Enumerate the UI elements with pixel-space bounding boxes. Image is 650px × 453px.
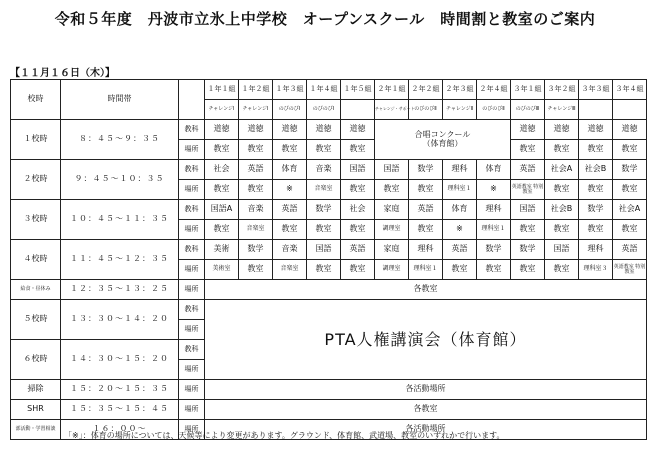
- subject-cell: 社会: [341, 200, 375, 220]
- place-cell: 音楽室: [307, 180, 341, 200]
- class-header: ３年１組: [511, 80, 545, 100]
- period-header: 校時: [11, 80, 61, 120]
- place-cell: 調理室: [375, 220, 409, 240]
- place-cell: 教室: [579, 180, 613, 200]
- place-label: 場所: [179, 320, 205, 340]
- place-cell: 教室: [205, 180, 239, 200]
- period-time: １１：４５～１２：３５: [61, 240, 179, 280]
- period-name: 部活動・学習相談: [11, 420, 61, 440]
- period-time: １５：３５～１５：４５: [61, 400, 179, 420]
- cleaning-row: [11, 380, 647, 400]
- class-header: ３年３組: [579, 80, 613, 100]
- subject-cell: 社会A: [545, 160, 579, 180]
- page-title: 令和５年度 丹波市立氷上中学校 オープンスクール 時間割と教室のご案内: [54, 10, 596, 28]
- period-time: ９：４５～１０：３５: [61, 160, 179, 200]
- subject-cell: 道徳: [205, 120, 239, 140]
- subject-cell: 数学: [613, 160, 647, 180]
- period-name: ６校時: [11, 340, 61, 380]
- subject-cell: 社会B: [579, 160, 613, 180]
- place-cell: 教室: [545, 140, 579, 160]
- class-header: １年２組: [239, 80, 273, 100]
- place-cell: 教室: [511, 220, 545, 240]
- pta-lecture-event: PTA人権講演会（体育館）: [205, 300, 647, 380]
- subject-cell: 道徳: [545, 120, 579, 140]
- place-label: 場所: [179, 140, 205, 160]
- subject-cell: 道徳: [511, 120, 545, 140]
- class-subtitle: チャレンジⅡ: [443, 100, 477, 120]
- subject-cell: 美術: [205, 240, 239, 260]
- place-cell: 音楽室: [239, 220, 273, 240]
- subject-cell: 理科: [443, 160, 477, 180]
- place-cell: 教室: [545, 260, 579, 280]
- place-cell: 教室: [239, 260, 273, 280]
- place-label: 場所: [179, 260, 205, 280]
- class-header: ２年４組: [477, 80, 511, 100]
- subject-cell: 数学: [409, 160, 443, 180]
- place-cell: 教室: [579, 140, 613, 160]
- place-cell: 教室: [273, 140, 307, 160]
- subject-cell: 国語: [511, 200, 545, 220]
- subject-cell: 国語A: [205, 200, 239, 220]
- date-label: 【１１月１６日（木）】: [10, 68, 115, 79]
- subject-cell: 体育: [443, 200, 477, 220]
- period-name: 掃除: [11, 380, 61, 400]
- subject-cell: 家庭: [375, 200, 409, 220]
- event-place: （体育館）: [422, 138, 463, 148]
- subject-cell: 社会B: [545, 200, 579, 220]
- place-cell: 教室: [511, 140, 545, 160]
- period-2-subject-row: [11, 160, 647, 180]
- place-cell: 教室: [205, 140, 239, 160]
- place-cell: 教室: [613, 140, 647, 160]
- class-header: ２年１組: [375, 80, 409, 100]
- subject-cell: 英語: [409, 200, 443, 220]
- subject-cell: 英語: [239, 160, 273, 180]
- place-cell: 英語教室 特別教室: [511, 180, 545, 200]
- class-subtitle: [341, 100, 375, 120]
- subject-cell: 英語: [273, 200, 307, 220]
- class-subtitle: のびのびⅢ: [511, 100, 545, 120]
- class-header: ２年３組: [443, 80, 477, 100]
- class-header: １年５組: [341, 80, 375, 100]
- place-cell: 教室: [443, 260, 477, 280]
- class-header: ３年４組: [613, 80, 647, 100]
- place-cell: 美術室: [205, 260, 239, 280]
- subject-cell: 道徳: [307, 120, 341, 140]
- place-cell: 教室: [511, 260, 545, 280]
- place-cell: 教室: [545, 220, 579, 240]
- period-name: １校時: [11, 120, 61, 160]
- subject-cell: 道徳: [273, 120, 307, 140]
- subject-cell: 社会A: [613, 200, 647, 220]
- period-time: ８：４５～９：３５: [61, 120, 179, 160]
- place-cell: 教室: [409, 180, 443, 200]
- subject-label: 教科: [179, 200, 205, 220]
- place-cell: 教室: [239, 180, 273, 200]
- place-cell: 教室: [341, 140, 375, 160]
- class-header: １年３組: [273, 80, 307, 100]
- subject-cell: 社会: [205, 160, 239, 180]
- subject-cell: 英語: [341, 240, 375, 260]
- place-label: 場所: [179, 420, 205, 440]
- period-name: ２校時: [11, 160, 61, 200]
- header-row: [11, 80, 647, 100]
- subject-cell: 理科: [579, 240, 613, 260]
- place-label: 場所: [179, 220, 205, 240]
- subject-label: 教科: [179, 120, 205, 140]
- class-header: １年４組: [307, 80, 341, 100]
- label-header: [179, 80, 205, 120]
- subject-cell: 英語: [511, 160, 545, 180]
- subject-cell: 音楽: [273, 240, 307, 260]
- place-cell: 教室: [613, 220, 647, 240]
- period-4-subject-row: [11, 240, 647, 260]
- place-cell: 教室: [341, 260, 375, 280]
- footnote: 「※」：体育の場所については、天候等により変更があります。グラウンド、体育館、武道場、教室のいずれかで行います。: [64, 431, 505, 440]
- place-cell: 理科室１: [443, 180, 477, 200]
- time-header: 時間帯: [61, 80, 179, 120]
- place-cell: 理科室１: [477, 220, 511, 240]
- place-cell: 教室: [579, 220, 613, 240]
- place-label: 場所: [179, 180, 205, 200]
- subject-cell: 道徳: [239, 120, 273, 140]
- place-cell: 教室: [341, 180, 375, 200]
- place-cell: 教室: [205, 220, 239, 240]
- class-header: １年１組: [205, 80, 239, 100]
- subject-cell: 英語: [443, 240, 477, 260]
- class-header: ２年２組: [409, 80, 443, 100]
- class-subtitle: のびのびⅡ: [409, 100, 443, 120]
- subject-cell: 体育: [273, 160, 307, 180]
- place-cell: 教室: [409, 220, 443, 240]
- class-subtitle: チャレンジⅢ: [545, 100, 579, 120]
- subject-cell: 理科: [477, 200, 511, 220]
- place-cell: 教室: [307, 140, 341, 160]
- period-name: ３校時: [11, 200, 61, 240]
- place-cell: 音楽室: [273, 260, 307, 280]
- subject-cell: 国語: [341, 160, 375, 180]
- period-name: ４校時: [11, 240, 61, 280]
- place-cell: ※: [477, 180, 511, 200]
- subject-cell: 道徳: [579, 120, 613, 140]
- place-cell: ※: [443, 220, 477, 240]
- subject-cell: 体育: [477, 160, 511, 180]
- period-name: ５校時: [11, 300, 61, 340]
- place-label: 場所: [179, 280, 205, 300]
- place-cell: 教室: [477, 260, 511, 280]
- place-cell: ※: [273, 180, 307, 200]
- subject-cell: 数学: [239, 240, 273, 260]
- period-time: １３：３０～１４：２０: [61, 300, 179, 340]
- period-time: １５：２０～１５：３５: [61, 380, 179, 400]
- class-header: ３年２組: [545, 80, 579, 100]
- class-subtitle: のびのびⅠ: [307, 100, 341, 120]
- club-place: 各活動場所: [205, 420, 647, 440]
- place-cell: 教室: [307, 260, 341, 280]
- class-subtitle: のびのびⅡ: [477, 100, 511, 120]
- subject-cell: 国語: [545, 240, 579, 260]
- place-cell: 理科室３: [579, 260, 613, 280]
- subject-label: 教科: [179, 160, 205, 180]
- place-cell: 教室: [613, 180, 647, 200]
- period-5-subject-row: [11, 300, 647, 320]
- period-time: １２：３５～１３：２５: [61, 280, 179, 300]
- subject-cell: 道徳: [341, 120, 375, 140]
- place-cell: 教室: [239, 140, 273, 160]
- subject-cell: 国語: [375, 160, 409, 180]
- class-subtitle: [579, 100, 613, 120]
- lunch-row: [11, 280, 647, 300]
- class-subtitle: チャレンジⅠ: [239, 100, 273, 120]
- class-subtitle: チャレンジ・サポート: [375, 100, 409, 120]
- shr-place: 各教室: [205, 400, 647, 420]
- subject-cell: 家庭: [375, 240, 409, 260]
- period-time: １０：４５～１１：３５: [61, 200, 179, 240]
- period-1-subject-row: [11, 120, 647, 140]
- subject-cell: 数学: [307, 200, 341, 220]
- timetable: [10, 79, 647, 440]
- subject-cell: 英語: [613, 240, 647, 260]
- lunch-place: 各教室: [205, 280, 647, 300]
- subject-cell: 理科: [409, 240, 443, 260]
- place-cell: 理科室１: [409, 260, 443, 280]
- shr-row: [11, 400, 647, 420]
- subject-cell: 国語: [307, 240, 341, 260]
- place-cell: 調理室: [375, 260, 409, 280]
- place-label: 場所: [179, 400, 205, 420]
- period-name: SHR: [11, 400, 61, 420]
- event-title: 合唱コンクール: [414, 129, 471, 139]
- subject-cell: 数学: [477, 240, 511, 260]
- cleaning-place: 各活動場所: [205, 380, 647, 400]
- subject-cell: 数学: [511, 240, 545, 260]
- period-time: １４：３０～１５：２０: [61, 340, 179, 380]
- subject-cell: 数学: [579, 200, 613, 220]
- place-cell: 英語教室 特別教室: [613, 260, 647, 280]
- subject-label: 教科: [179, 240, 205, 260]
- subject-cell: 音楽: [239, 200, 273, 220]
- place-cell: 教室: [545, 180, 579, 200]
- class-subtitle: のびのびⅠ: [273, 100, 307, 120]
- period-time: １６：００～: [61, 420, 179, 440]
- subject-label: 教科: [179, 340, 205, 360]
- subject-label: 教科: [179, 300, 205, 320]
- place-cell: 教室: [341, 220, 375, 240]
- place-cell: 教室: [307, 220, 341, 240]
- place-cell: 教室: [273, 220, 307, 240]
- place-label: 場所: [179, 380, 205, 400]
- place-cell: 教室: [375, 180, 409, 200]
- subject-cell: 音楽: [307, 160, 341, 180]
- class-subtitle: チャレンジⅠ: [205, 100, 239, 120]
- period-3-subject-row: [11, 200, 647, 220]
- place-label: 場所: [179, 360, 205, 380]
- subject-cell: 道徳: [613, 120, 647, 140]
- chorus-event: [375, 120, 511, 160]
- class-subtitle: [613, 100, 647, 120]
- period-name: 給食・昼休み: [11, 280, 61, 300]
